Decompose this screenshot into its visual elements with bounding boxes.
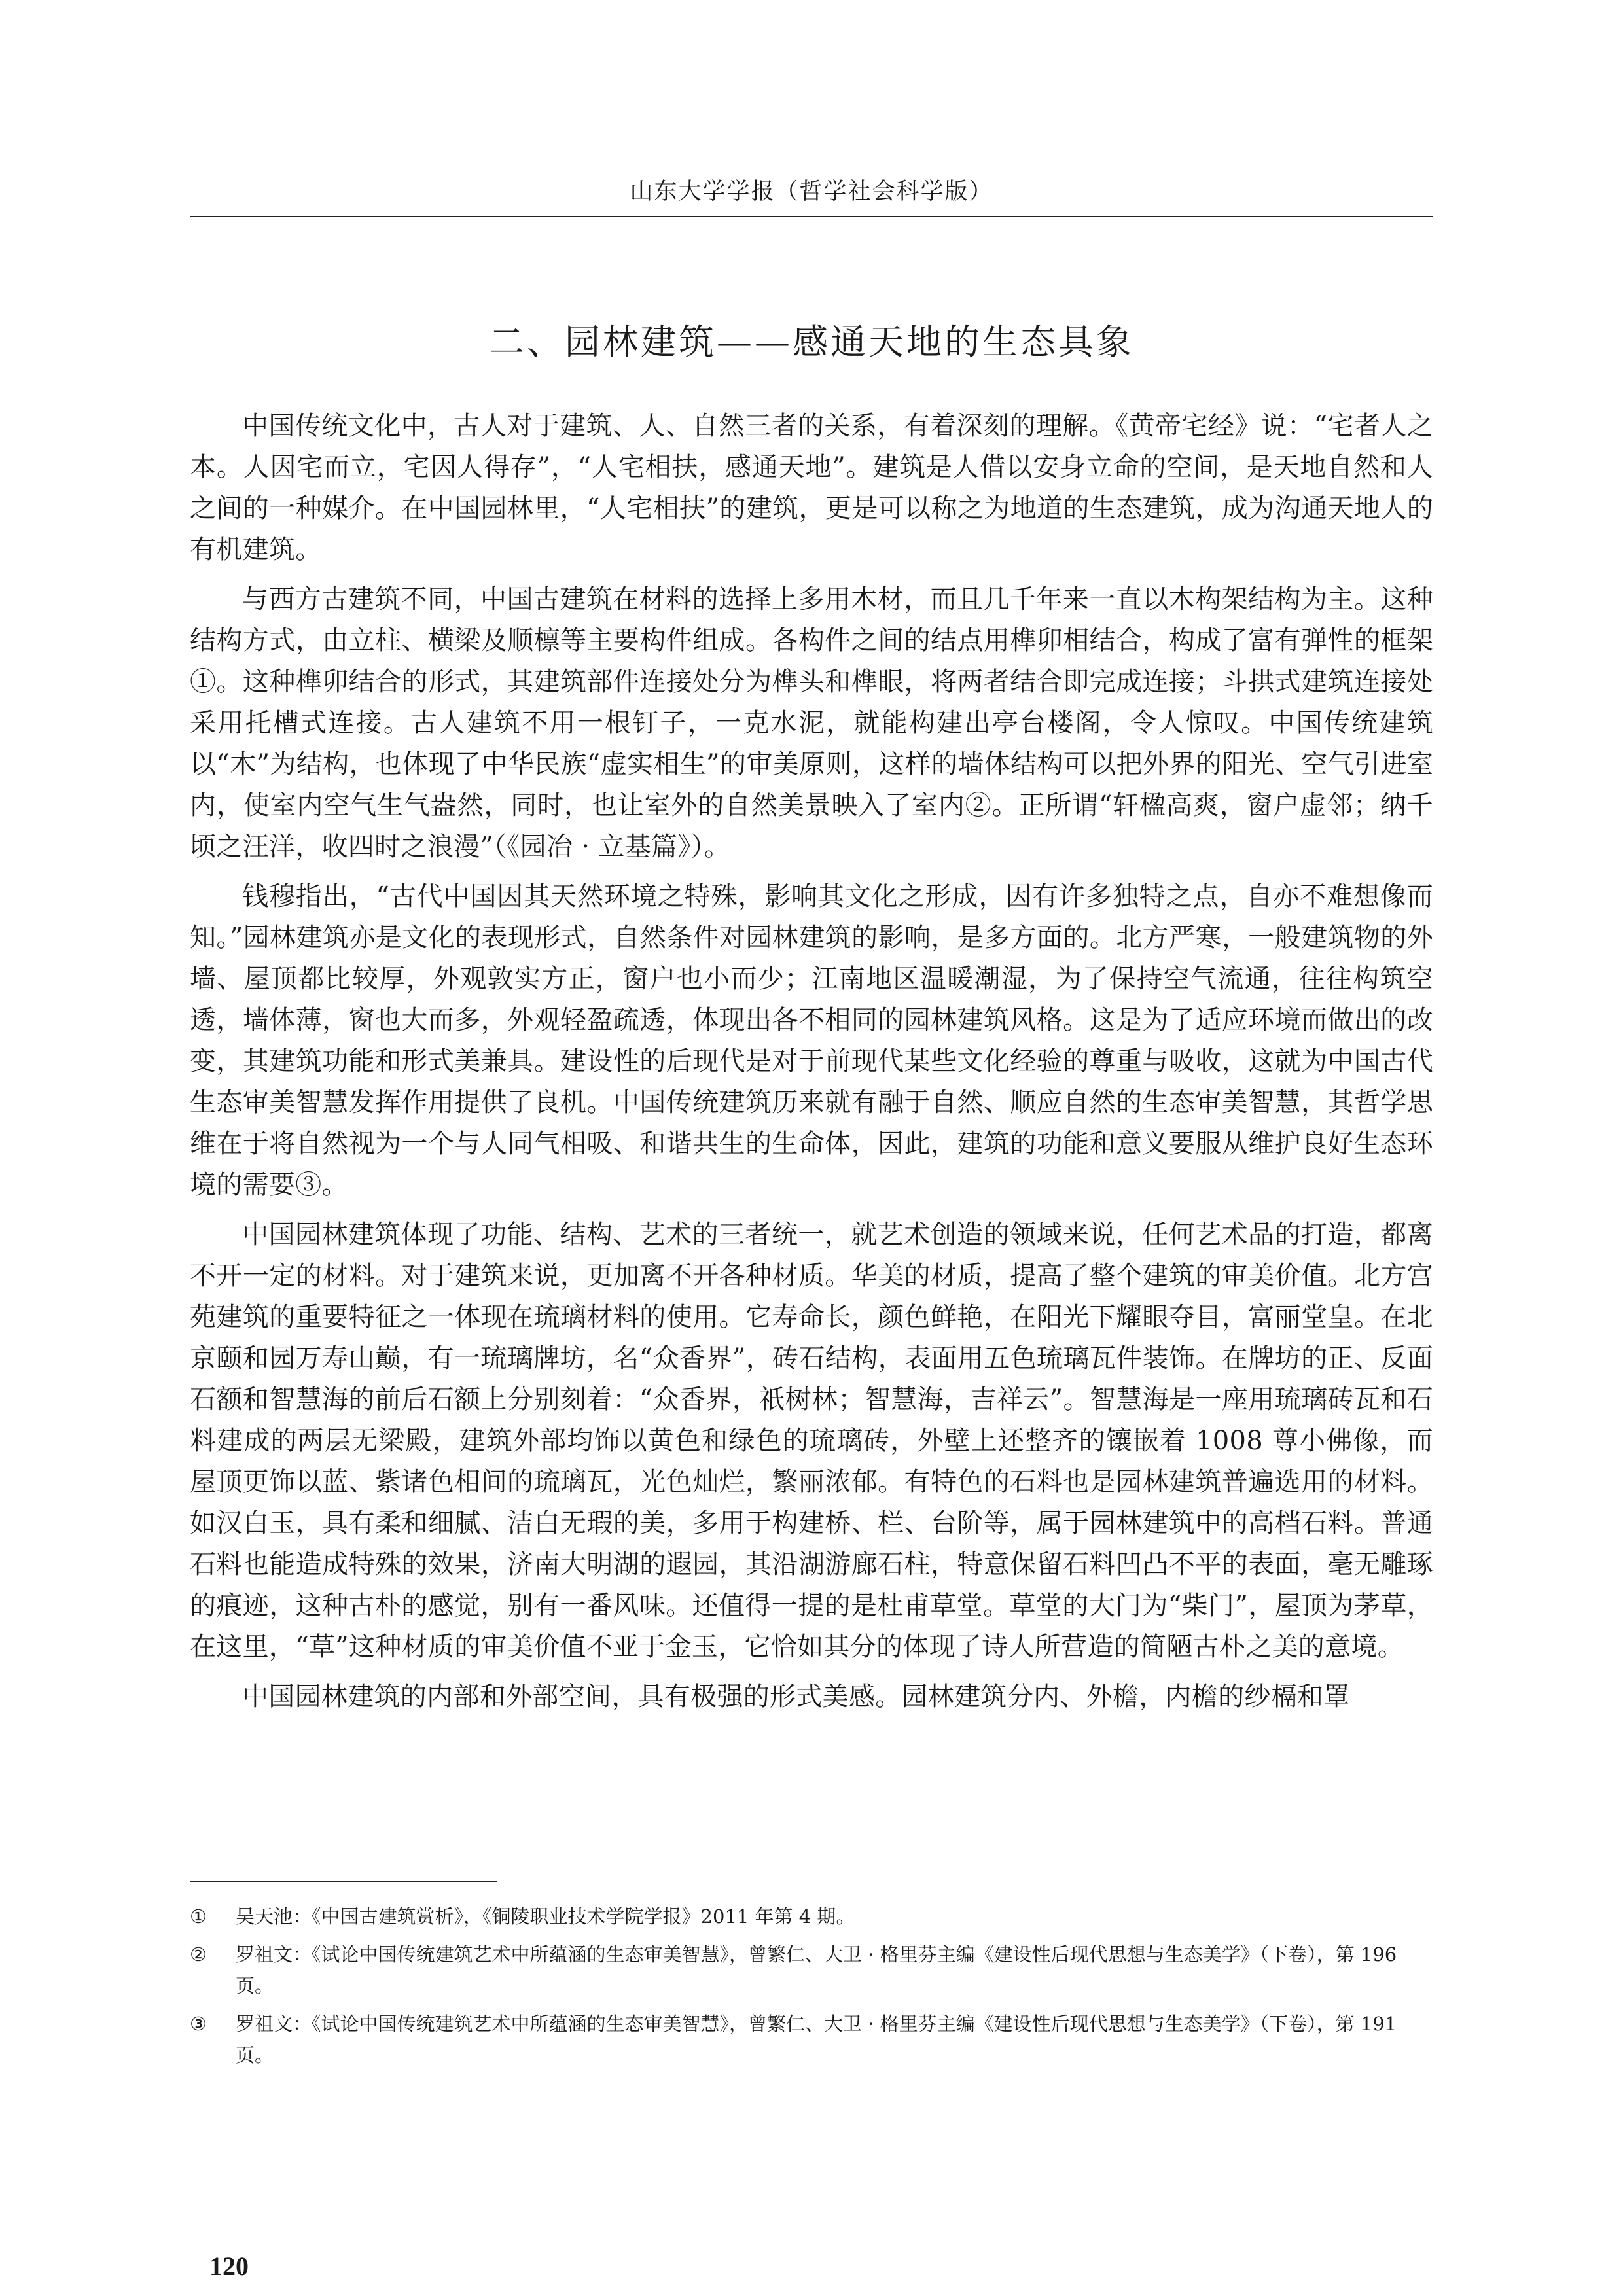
footnote-text: 罗祖文：《试论中国传统建筑艺术中所蕴涵的生态审美智慧》，曾繁仁、大卫 · 格里芬主编《建设性后现代思想与生态美学》（下卷），第 191 页。 — [236, 2013, 1397, 2066]
footnote — [190, 1901, 1433, 1932]
footnote-mark: ② — [190, 1943, 207, 1966]
paragraph: 中国园林建筑体现了功能、结构、艺术的三者统一，就艺术创造的领域来说，任何艺术品的打造，都离不开一定的材料。对于建筑来说，更加离不开各种材质。华美的材质，提高了整个建筑的审美价值。北方宫苑建筑的重要特征之一体现在琉璃材料的使用。它寿命长，颜色鲜艳，在阳光下耀眼夺目，富丽堂皇。在北京颐和园万寿山巅，有一琉璃牌坊，名“众香界”，砖石结构，表面用五色琉璃瓦件装饰。在牌坊的正、反面石额和智慧海的前后石额上分别刻着：“众香界，祇树林；智慧海，吉祥云”。智慧海是一座用琉璃砖瓦和石料建成的两层无梁殿，建筑外部均饰以黄色和绿色的琉璃砖，外壁上还整齐的镶嵌着 1008 尊小佛像，而屋顶更饰以蓝、紫诸色相间的琉璃瓦，光色灿烂，繁丽浓郁。有特色的石料也是园林建筑普遍选用的材料。如汉白玉，具有柔和细腻、洁白无瑕的美，多用于构建桥、栏、台阶等，属于园林建筑中的高档石料。普通石料也能造成特殊的效果，济南大明湖的遐园，其沿湖游廊石柱，特意保留石料凹凸不平的表面，毫无雕琢的痕迹，这种古朴的感觉，别有一番风味。还值得一提的是杜甫草堂。草堂的大门为“柴门”，屋顶为茅草，在这里，“草”这种材质的审美价值不亚于金玉，它恰如其分的体现了诗人所营造的简陋古朴之美的意境。 — [190, 1220, 1433, 1662]
footnote-mark: ① — [190, 1905, 207, 1928]
paragraph: 钱穆指出，“古代中国因其天然环境之特殊，影响其文化之形成，因有许多独特之点，自亦不难想像而知。”园林建筑亦是文化的表现形式，自然条件对园林建筑的影响，是多方面的。北方严寒，一般建筑物的外墙、屋顶都比较厚，外观敦实方正，窗户也小而少；江南地区温暖潮湿，为了保持空气流通，往往构筑空透，墙体薄，窗也大而多，外观轻盈疏透，体现出各不相同的园林建筑风格。这是为了适应环境而做出的改变，其建筑功能和形式美兼具。建设性的后现代是对于前现代某些文化经验的尊重与吸收，这就为中国古代生态审美智慧发挥作用提供了良机。中国传统建筑历来就有融于自然、顺应自然的生态审美智慧，其哲学思维在于将自然视为一个与人同气相吸、和谐共生的生命体，因此，建筑的功能和意义要服从维护良好生态环境的需要③。 — [190, 881, 1433, 1200]
footnote-text: 罗祖文：《试论中国传统建筑艺术中所蕴涵的生态审美智慧》，曾繁仁、大卫 · 格里芬主编《建设性后现代思想与生态美学》（下卷），第 196 页。 — [236, 1943, 1397, 1997]
footnote — [190, 1939, 1433, 2002]
paragraph: 与西方古建筑不同，中国古建筑在材料的选择上多用木材，而且几千年来一直以木构架结构为主。这种结构方式，由立柱、横梁及顺檩等主要构件组成。各构件之间的结点用榫卯相结合，构成了富有弹性的框架①。这种榫卯结合的形式，其建筑部件连接处分为榫头和榫眼，将两者结合即完成连接；斗拱式建筑连接处采用托槽式连接。古人建筑不用一根钉子，一克水泥，就能构建出亭台楼阁，令人惊叹。中国传统建筑以“木”为结构，也体现了中华民族“虚实相生”的审美原则，这样的墙体结构可以把外界的阳光、空气引进室内，使室内空气生气盎然，同时，也让室外的自然美景映入了室内②。正所谓“轩楹高爽，窗户虚邻；纳千顷之汪洋，收四时之浪漫”（《园冶 · 立基篇》）。 — [190, 584, 1433, 862]
footnote-rule — [190, 1881, 497, 1882]
footnote-text: 吴天池：《中国古建筑赏析》，《铜陵职业技术学院学报》2011 年第 4 期。 — [236, 1905, 855, 1928]
header-rule — [190, 216, 1433, 217]
section-title: 二、园林建筑——感通天地的生态具象 — [489, 321, 1134, 362]
paragraph: 中国传统文化中，古人对于建筑、人、自然三者的关系，有着深刻的理解。《黄帝宅经》说：“宅者人之本。人因宅而立，宅因人得存”，“人宅相扶，感通天地”。建筑是人借以安身立命的空间，是天地自然和人之间的一种媒介。在中国园林里，“人宅相扶”的建筑，更是可以称之为地道的生态建筑，成为沟通天地人的有机建筑。 — [190, 411, 1433, 565]
footnote-mark: ③ — [190, 2013, 207, 2035]
footnote — [190, 2008, 1433, 2071]
running-header: 山东大学学报（哲学社会科学版） — [630, 179, 993, 205]
footnotes — [190, 1901, 1433, 2077]
page-number: 120 — [209, 2252, 249, 2281]
body-text — [190, 406, 1433, 1726]
paragraph: 中国园林建筑的内部和外部空间，具有极强的形式美感。园林建筑分内、外檐，内檐的纱槅和罩 — [242, 1682, 1350, 1712]
